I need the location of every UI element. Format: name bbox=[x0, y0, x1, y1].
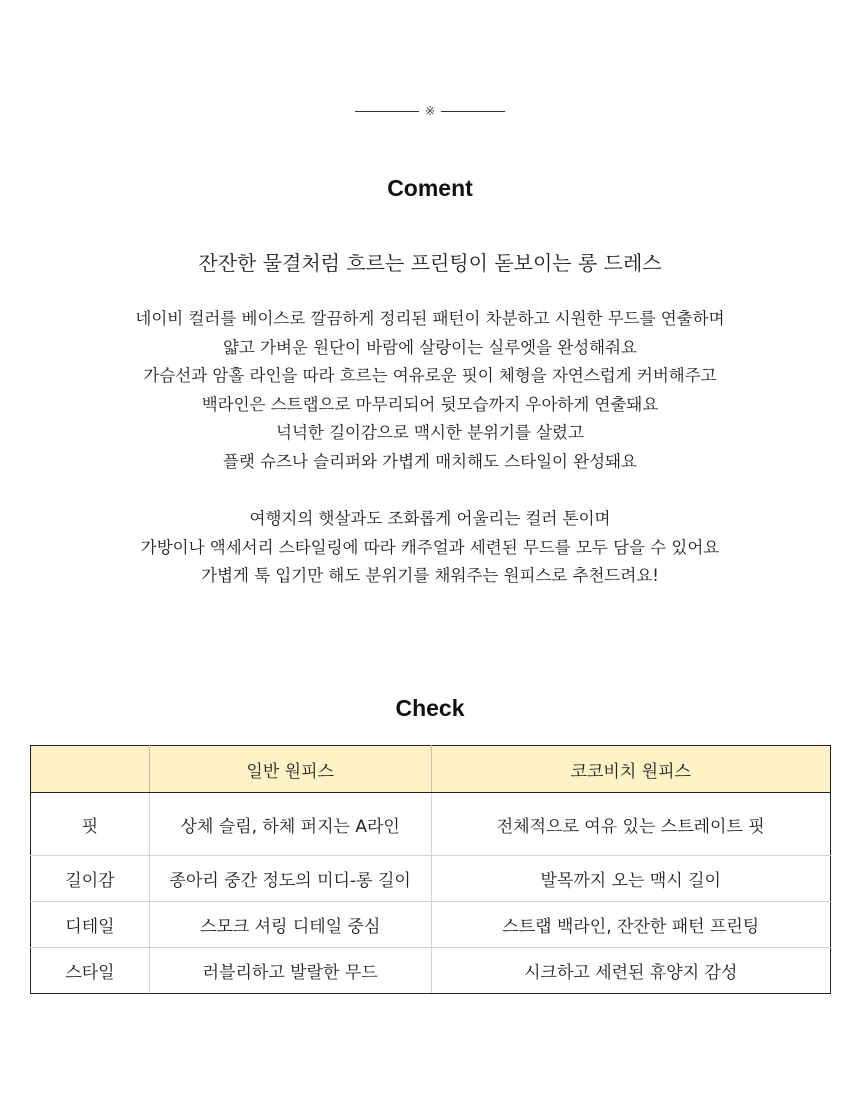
product-headline: 잔잔한 물결처럼 흐르는 프린팅이 돋보이는 롱 드레스 bbox=[198, 251, 662, 275]
divider-line-right bbox=[441, 111, 505, 112]
description-line: 네이비 컬러를 베이스로 깔끔하게 정리된 패턴이 차분하고 시원한 무드를 연출하며 bbox=[135, 309, 725, 328]
description-line: 백라인은 스트랩으로 마무리되어 뒷모습까지 우아하게 연출돼요 bbox=[201, 394, 659, 414]
description-line: 얇고 가벼운 원단이 바람에 살랑이는 실루엣을 완성해줘요 bbox=[222, 337, 637, 357]
header-cell-cocobeach-dress: 코코비치 원피스 bbox=[431, 746, 831, 793]
comparison-table bbox=[30, 745, 831, 994]
divider-line-left bbox=[355, 111, 419, 112]
description-line: 넉넉한 길이감으로 맥시한 분위기를 살렸고 bbox=[276, 423, 584, 443]
cocobeach-dress-cell: 전체적으로 여유 있는 스트레이트 핏 bbox=[431, 793, 831, 856]
regular-dress-cell: 러블리하고 발랄한 무드 bbox=[149, 948, 431, 994]
row-label: 핏 bbox=[31, 793, 150, 856]
cocobeach-dress-cell: 스트랩 백라인, 잔잔한 패턴 프린팅 bbox=[431, 902, 831, 948]
table-row bbox=[31, 948, 831, 994]
coment-title: Coment bbox=[387, 175, 473, 201]
description-line: 가볍게 툭 입기만 해도 분위기를 채워주는 원피스로 추천드려요! bbox=[201, 566, 659, 586]
description-line: 가슴선과 암홀 라인을 따라 흐르는 여유로운 핏이 체형을 자연스럽게 커버해주고 bbox=[143, 366, 717, 386]
description-line: 가방이나 액세서리 스타일링에 따라 캐주얼과 세련된 무드를 모두 담을 수 있어요 bbox=[140, 537, 720, 557]
row-label: 길이감 bbox=[31, 856, 150, 902]
regular-dress-cell: 종아리 중간 정도의 미디-롱 길이 bbox=[149, 856, 431, 902]
description-paragraph-1 bbox=[0, 305, 860, 477]
row-label: 스타일 bbox=[31, 948, 150, 994]
section-divider bbox=[0, 101, 860, 121]
table-row bbox=[31, 902, 831, 948]
check-title: Check bbox=[395, 695, 465, 721]
table-row bbox=[31, 793, 831, 856]
table-header-row bbox=[31, 746, 831, 793]
reference-mark-icon: ※ bbox=[424, 104, 436, 118]
cocobeach-dress-cell: 발목까지 오는 맥시 길이 bbox=[431, 856, 831, 902]
regular-dress-cell: 상체 슬림, 하체 퍼지는 A라인 bbox=[149, 793, 431, 856]
header-cell-empty bbox=[31, 746, 150, 793]
description-line: 여행지의 햇살과도 조화롭게 어울리는 컬러 톤이며 bbox=[249, 509, 611, 528]
row-label: 디테일 bbox=[31, 902, 150, 948]
description-line: 플랫 슈즈나 슬리퍼와 가볍게 매치해도 스타일이 완성돼요 bbox=[222, 451, 637, 471]
regular-dress-cell: 스모크 셔링 디테일 중심 bbox=[149, 902, 431, 948]
header-cell-regular-dress: 일반 원피스 bbox=[149, 746, 431, 793]
cocobeach-dress-cell: 시크하고 세련된 휴양지 감성 bbox=[431, 948, 831, 994]
description-paragraph-2 bbox=[0, 505, 860, 591]
table-row bbox=[31, 856, 831, 902]
